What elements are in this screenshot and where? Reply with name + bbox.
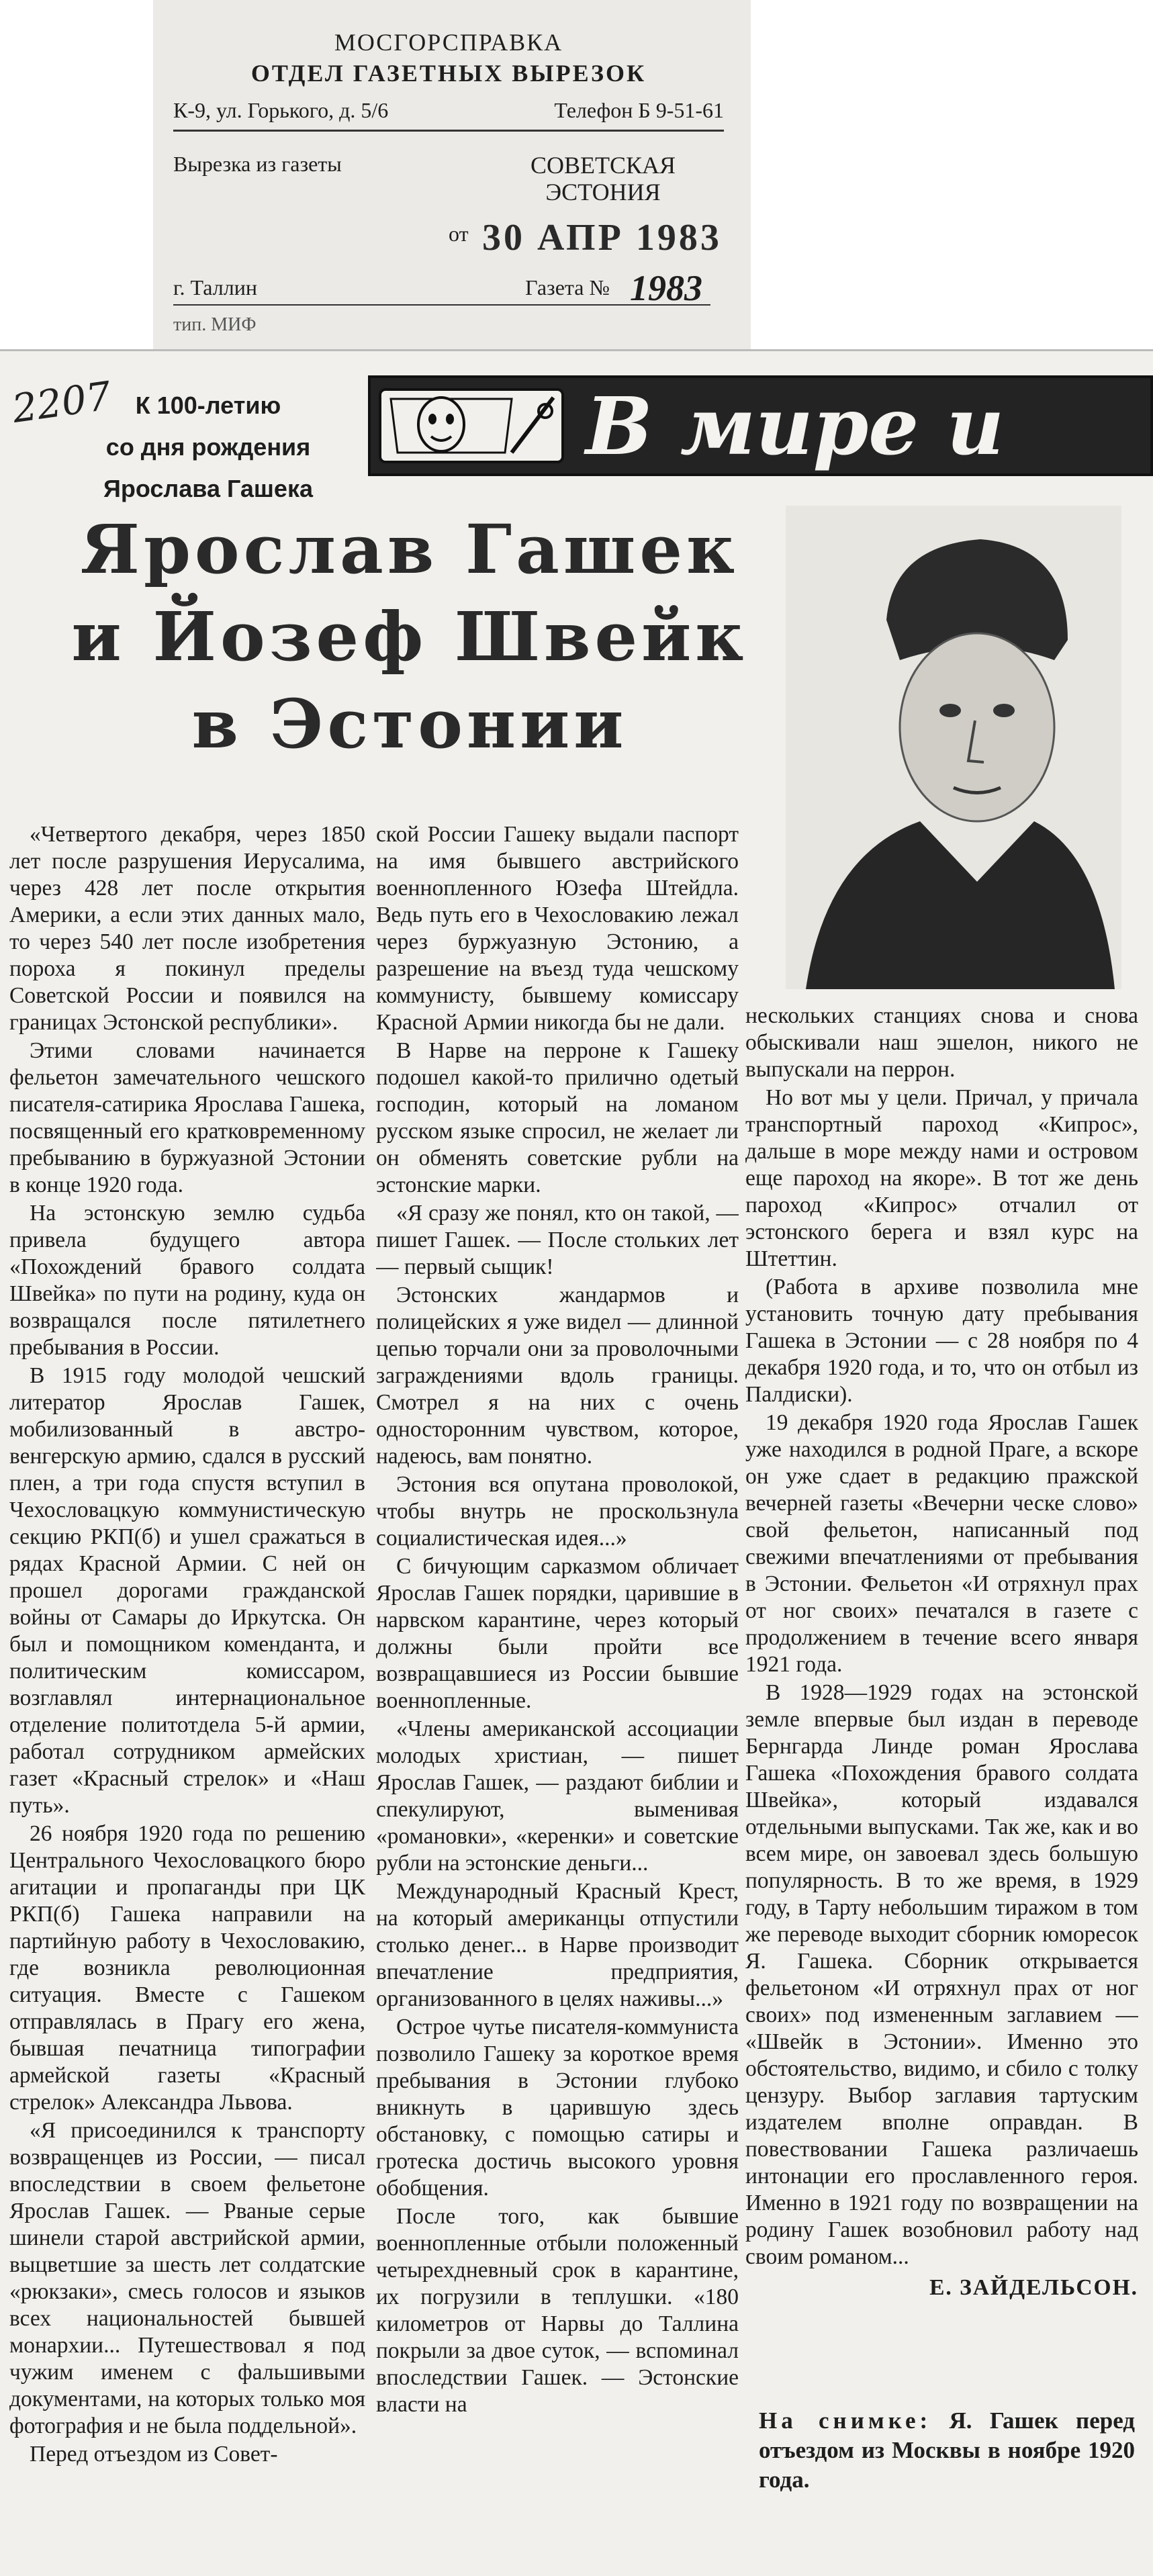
slip-date-stamp: 30 АПР 1983	[482, 217, 722, 259]
slip-department: ОТДЕЛ ГАЗЕТНЫХ ВЫРЕЗОК	[250, 60, 647, 87]
slip-cut-row	[173, 152, 724, 205]
theatre-mask-icon	[377, 385, 565, 466]
anniversary-line: К 100-летию	[135, 392, 281, 419]
headline-line: Ярослав Гашек	[80, 510, 739, 589]
slip-paper-name: СОВЕТСКАЯ ЭСТОНИЯ	[530, 152, 676, 205]
article-headline	[40, 506, 779, 768]
article-paragraph: ской России Гашеку выдали паспорт на имя бывшего австрийского военнопленного Юзефа Штейдла. Ведь путь его в Чехословакию лежал через буржуазную Эстонию, а разрешение на въезд туда чешскому коммунисту, бывшему комиссару Красной Армии никогда бы не дали.	[376, 822, 739, 1035]
article-paragraph: Эстония вся опутана проволокой, чтобы внутрь не проскользнула социалистическая идея...»	[376, 1472, 739, 1551]
article-paragraph: Этими словами начинается фельетон замечательного чешского писателя-сатирика Ярослава Гашека, посвященный его кратковременному пребыванию в буржуазной Эстонии в конце 1920 года.	[9, 1038, 365, 1197]
caption-text: Я. Гашек перед отъездом из Москвы в ноябре 1920 года.	[759, 2407, 1136, 2493]
article-paragraph: 26 ноября 1920 года по решению Центрального Чехословацкого бюро агитации и пропаганды при ЦК РКП(б) Гашека направили на партийную работу в Чехословакию, где возникла революционная ситуация. Вместе с Гашеком отправлялась в Прагу его жена, бывшая печатница типографии армейской газеты «Красный стрелок» Александра Львова.	[9, 1821, 365, 2115]
banner-title: В мире и	[586, 379, 1005, 473]
author-signature: Е. ЗАЙДЕЛЬСОН.	[929, 2275, 1138, 2300]
article-column-1	[9, 821, 365, 2571]
article-paragraph: Но вот мы у цели. Причал, у причала транспортный пароход «Кипрос», дальше в море между нами и островом еще пароход на якоре». В тот же день пароход «Кипрос» отчалил от эстонского берега и взял курс на Штеттин.	[745, 1085, 1138, 1271]
slip-address-row	[173, 98, 724, 132]
article-paragraph: Международный Красный Крест, на который американцы отпустили столько денег... в Нарве производит впечатление предприятия, организованного в целях наживы...»	[376, 1879, 739, 2011]
article-paragraph: «Четвертого декабря, через 1850 лет после разрушения Иерусалима, через 428 лет после открытия Америки, а если этих данных мало, то через 540 лет после изобретения пороха я покинул пределы Советской России и появился на границах Эстонской республики».	[9, 822, 365, 1035]
newspaper-clipping	[0, 349, 1153, 2576]
article-paragraph: Острое чутье писателя-коммуниста позволило Гашеку за короткое время пребывания в Эстонии глубоко вникнуть в царившую здесь обстановку, с помощью сатиры и гротеска достичь высокого уровня обобщения.	[376, 2015, 739, 2201]
slip-issue-stamp: 1983	[630, 268, 702, 308]
article-paragraph: (Работа в архиве позволила мне установить точную дату пребывания Гашека в Эстонии — с 28 ноября по 4 декабря 1920 года, и то, что он отбыл из Палдиски).	[745, 1275, 1138, 1407]
slip-cut-label: Вырезка из газеты	[173, 152, 342, 176]
slip-date-label: от	[449, 222, 469, 246]
clipping-slip	[153, 0, 751, 349]
slip-org: МОСГОРСПРАВКА	[334, 29, 563, 56]
article-paragraph: Эстонских жандармов и полицейских я уже видел — длинной цепью торчали они за проволочными заграждениями вдоль границы. Смотрел я на них с очень односторонним чувством, которое, надеюсь, вам понятно.	[376, 1283, 739, 1469]
slip-address: К-9, ул. Горького, д. 5/6	[173, 98, 389, 122]
article-paragraph: В Нарве на перроне к Гашеку подошел какой-то прилично одетый господин, который на ломаном русском языке спросил, не желает ли он обменять советские рубли на эстонские марки.	[376, 1038, 739, 1197]
photo-caption	[759, 2406, 1135, 2495]
article-paragraph: «Члены американской ассоциации молодых христиан, — пишет Ярослав Гашек, — раздают библии и спекулируют, выменивая «романовки», «керенки» и советские рубли на эстонские деньги...	[376, 1716, 739, 1876]
anniversary-line: со дня рождения	[105, 433, 311, 461]
article-paragraph: На эстонскую землю судьба привела будущего автора «Похождений бравого солдата Швейка» по пути на родину, куда он возвращался после пятилетнего пребывания в России.	[9, 1201, 365, 1360]
hasek-portrait-photo	[786, 506, 1121, 989]
article-column-3	[745, 1003, 1138, 2406]
article-paragraph: После того, как бывшие военнопленные отбыли положенный четырехдневный срок в карантине, их погрузили в теплушки. «180 километров от Нарвы до Таллина покрыли за двое суток, — вспоминал впоследствии Гашек. — Эстонские власти на	[376, 2204, 739, 2417]
article-paragraph: «Я присоединился к транспорту возвращенцев из России, — писал впоследствии в своем фельетоне Ярослав Гашек. — Рваные серые шинели старой австрийской армии, выцветшие за шесть лет солдатские «рюкзаки», смесь голосов и языков всех национальностей бывшей монархии... Путешествовал я под чужим именем с фальшивыми документами, на которых только моя фотография и не была поддельной».	[9, 2118, 365, 2438]
article-paragraph: С бичующим сарказмом обличает Ярослав Гашек порядки, царившие в нарвском карантине, через который должны были пройти все возвращавшиеся из России бывшие военнопленные.	[376, 1554, 739, 1713]
article-column-2	[376, 821, 739, 2571]
article-paragraph: нескольких станциях снова и снова обыскивали наш эшелон, никого не выпускали на перрон.	[745, 1003, 1138, 1082]
article-paragraph: 19 декабря 1920 года Ярослав Гашек уже находился в родной Праге, а вскоре он уже сдает в редакцию пражской вечерней газеты «Вечерни ческе слово» свой фельетон, написанный под свежими впечатлениями от пребывания в Эстонии. Фельетон «И отряхнул прах от ног своих» печатался в газете с продолжением в течение всего января 1921 года.	[745, 1410, 1138, 1677]
anniversary-rubric	[74, 385, 342, 510]
article-paragraph: Перед отъездом из Совет-	[30, 2442, 278, 2467]
caption-label: На снимке:	[759, 2407, 932, 2434]
slip-city: г. Таллин	[173, 275, 257, 300]
handwritten-number: 2207	[9, 373, 114, 432]
anniversary-line: Ярослава Гашека	[103, 475, 313, 502]
article-paragraph: «Я сразу же понял, кто он такой, — пишет Гашек. — После стольких лет — первый сыщик!	[376, 1201, 739, 1279]
slip-print-label: тип. МИФ	[173, 314, 257, 335]
section-banner	[368, 375, 1153, 476]
headline-line: в Эстонии	[191, 684, 628, 764]
slip-issue-label: Газета №	[525, 275, 610, 300]
slip-phone: Телефон Б 9-51-61	[554, 98, 724, 122]
article-paragraph: В 1915 году молодой чешский литератор Ярослав Гашек, мобилизованный в австро-венгерскую армию, сдался в русский плен, а три года спустя вступил в Чехословацкую коммунистическую секцию РКП(б) и ушел сражаться в рядах Красной Армии. С ней он прошел дорогами гражданской войны от Самары до Иркутска. Он был и помощником коменданта, и политическим комиссаром, возглавлял интернациональное отделение политотдела 5-й армии, работал сотрудником армейских газет «Красный стрелок» и «Наш путь».	[9, 1363, 365, 1818]
article-paragraph: В 1928—1929 годах на эстонской земле впервые был издан в переводе Бернгарда Линде роман Ярослава Гашека «Похождения бравого солдата Швейка», который издавался отдельными выпусками. Так же, как и во всем мире, он завоевал здесь большую популярность. В то же время, в 1929 году, в Тарту небольшим тиражом в том же переводе выходит сборник юморесок Я. Гашека. Сборник открывается фельетоном «И отряхнул прах от ног своих» под измененным заглавием — «Швейк в Эстонии». Именно это обстоятельство, видимо, и сбило с толку цензуру. Выбор заглавия тартуским издателем вполне оправдан. В повествовании Гашека различаешь интонации его прославленного героя. Именно в 1921 году по возвращении на родину Гашек возобновил работу над своим романом...	[745, 1680, 1138, 2269]
headline-line: и Йозеф Швейк	[71, 597, 748, 676]
